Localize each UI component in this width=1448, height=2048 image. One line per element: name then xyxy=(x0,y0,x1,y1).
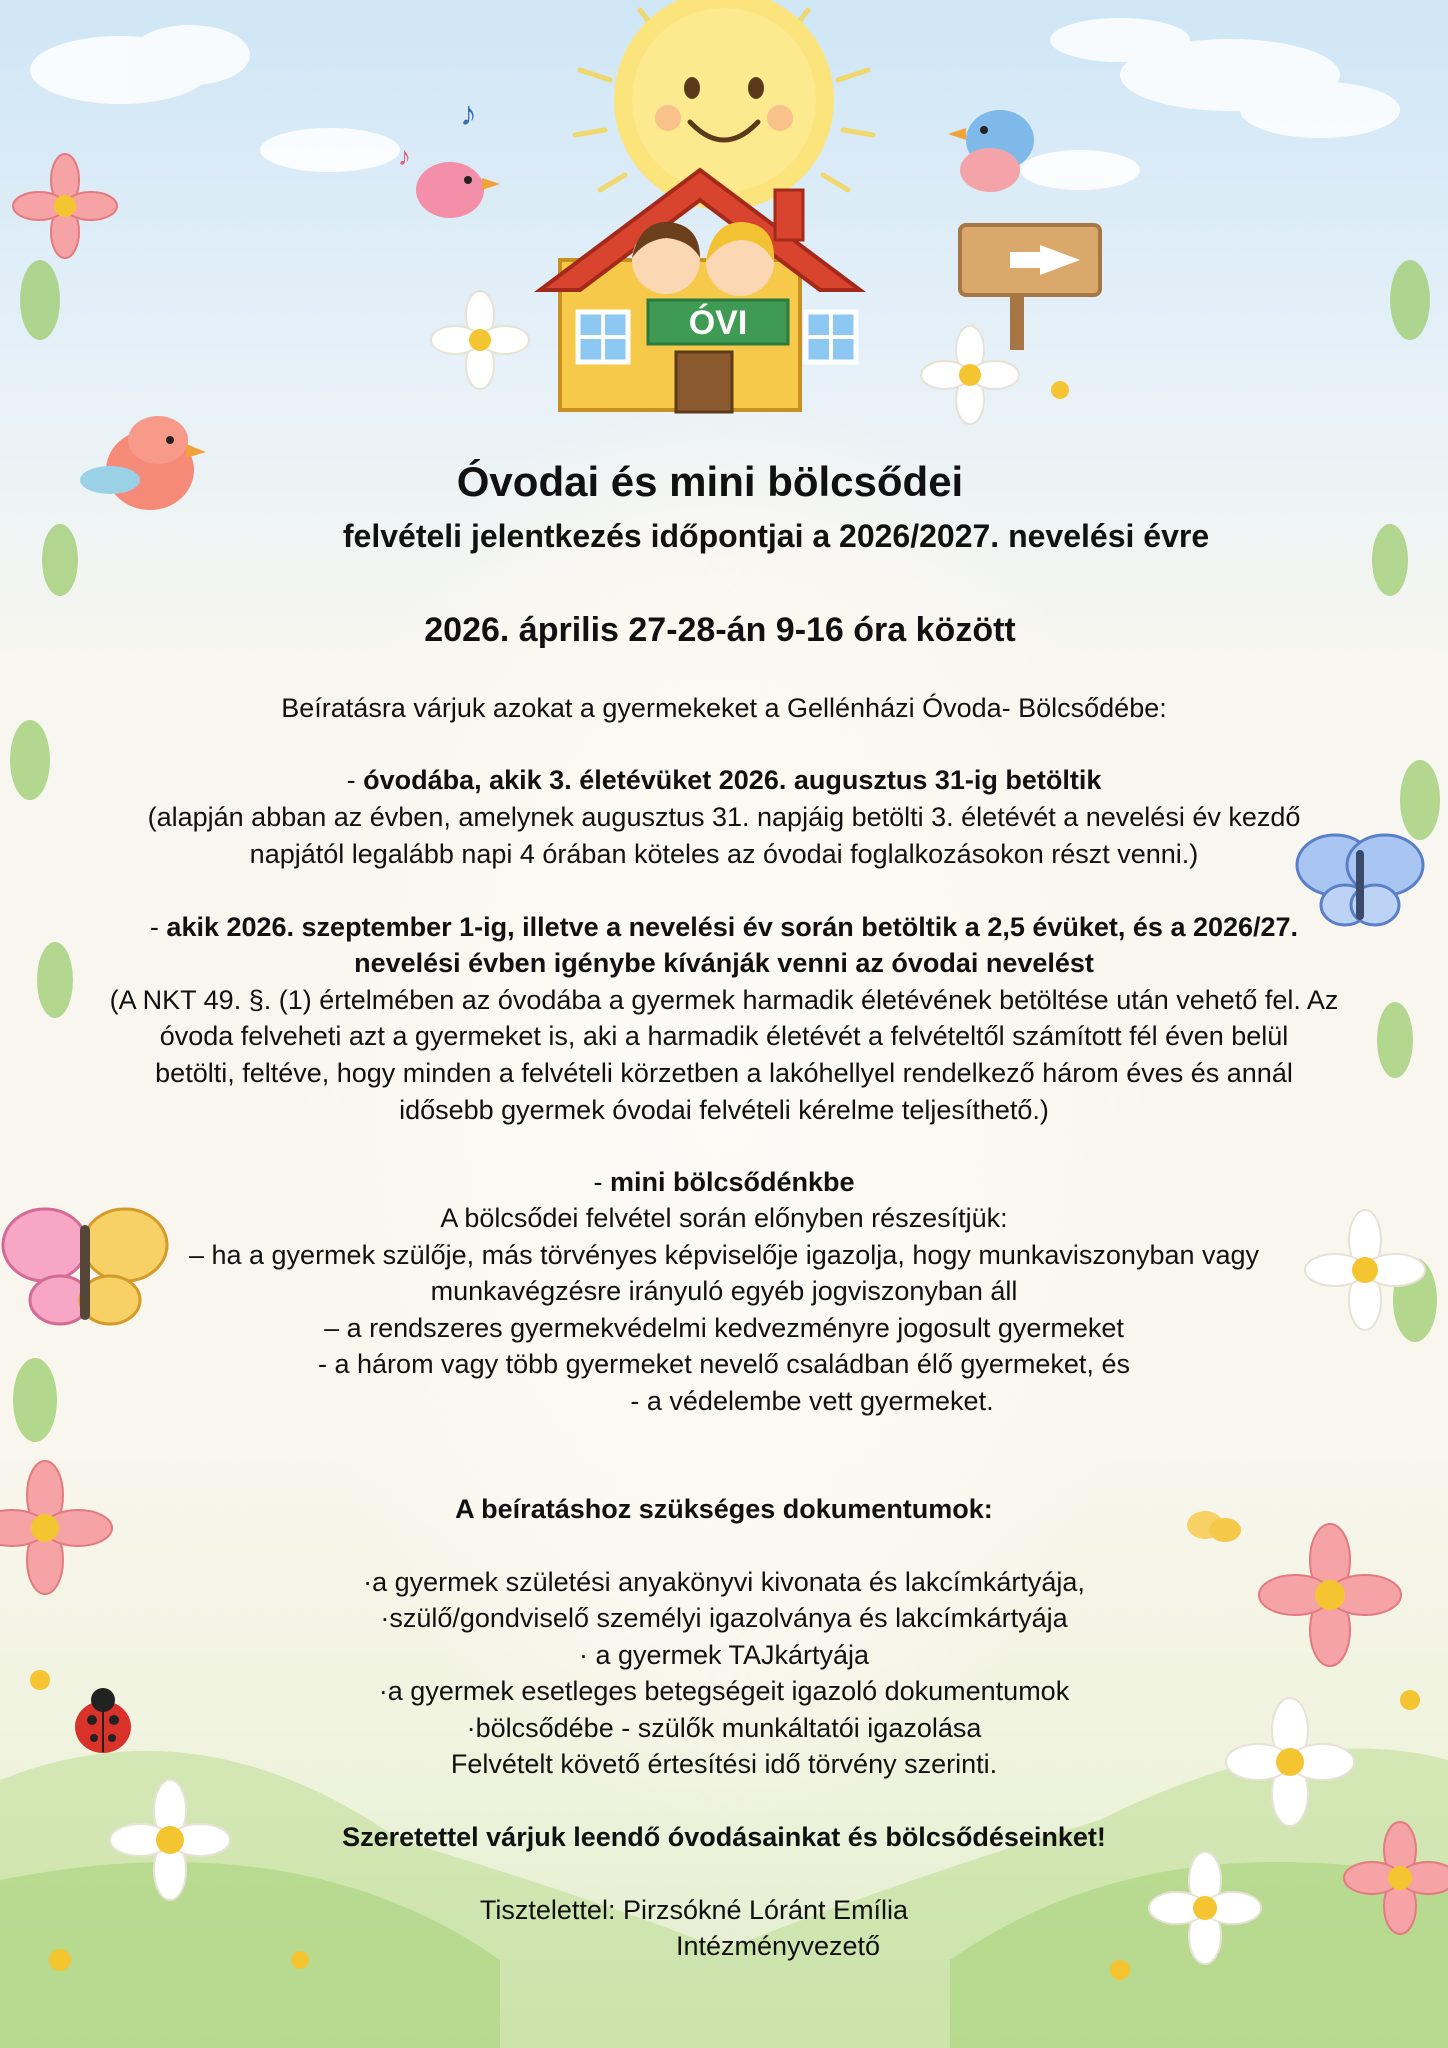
section-early-heading: nevelési évben igénybe kívánják venni az óvodai nevelést xyxy=(354,948,1094,978)
section-nursery-text: – ha a gyermek szülője, más törvényes képviselője igazolja, hogy munkaviszonyban vagy xyxy=(188,1240,1260,1270)
section-nursery-text: - a három vagy több gyermeket nevelő családban élő gyermeket, és xyxy=(318,1349,1130,1379)
document-item: ·a gyermek születési anyakönyvi kivonata és lakcímkártyája, xyxy=(363,1567,1085,1597)
closing-message: Szeretettel várjuk leendő óvodásainkat és bölcsődéseinket! xyxy=(342,1822,1106,1852)
document-item: ·a gyermek esetleges betegségeit igazoló dokumentumok xyxy=(378,1676,1070,1706)
page-subtitle: felvételi jelentkezés időpontjai a 2026/2027. nevelési évre xyxy=(342,518,1210,554)
section-nursery-text: A bölcsődei felvétel során előnyben részesítjük: xyxy=(440,1203,1008,1233)
music-note-icon: ♪ xyxy=(460,95,477,133)
signature-name: Tisztelettel: Pirzsókné Lóránt Emília xyxy=(479,1895,909,1925)
section-early-note: óvoda felveheti azt a gyermeket is, aki a harmadik életévét a felvételtől számított fél éven belül xyxy=(159,1021,1289,1051)
section-early-note: (A NKT 49. §. (1) értelmében az óvodába a gyermek harmadik életévének betöltése után vehető fel. Az xyxy=(109,985,1339,1015)
section-nursery-heading: - mini bölcsődénkbe xyxy=(593,1167,855,1197)
documents-heading: A beíratáshoz szükséges dokumentumok: xyxy=(455,1494,993,1524)
ovi-sign-label: ÓVI xyxy=(688,304,748,342)
signature-title: Intézményvezető xyxy=(675,1931,881,1961)
page-title: Óvodai és mini bölcsődei xyxy=(456,458,964,505)
section-early-heading: - akik 2026. szeptember 1-ig, illetve a nevelési év során betöltik a 2,5 évüket, és a 2026/27. xyxy=(149,912,1299,942)
document-item: ·bölcsődébe - szülők munkáltatói igazolása xyxy=(466,1713,982,1743)
document-item: ·szülő/gondviselő személyi igazolványa és lakcímkártyája xyxy=(380,1603,1068,1633)
section-kindergarten-note: napjától legalább napi 4 órában köteles az óvodai foglalkozásokon részt venni.) xyxy=(249,839,1199,869)
section-nursery-text: munkavégzésre irányuló egyéb jogviszonyban áll xyxy=(430,1276,1018,1306)
section-early-note: betölti, feltéve, hogy minden a felvételi körzetben a lakóhellyel rendelkező három éves és annál xyxy=(155,1058,1293,1088)
enrollment-date: 2026. április 27-28-án 9-16 óra között xyxy=(424,611,1016,649)
section-kindergarten-heading: - óvodába, akik 3. életévüket 2026. augusztus 31-ig betöltik xyxy=(346,765,1102,795)
section-kindergarten-note: (alapján abban az évben, amelynek augusztus 31. napjáig betölti 3. életévét a nevelési év kezdő xyxy=(147,802,1301,832)
section-early-note: idősebb gyermek óvodai felvételi kérelme teljesíthető.) xyxy=(399,1095,1049,1125)
document-note: Felvételt követő értesítési idő törvény szerinti. xyxy=(450,1749,998,1779)
intro-text: Beíratásra várjuk azokat a gyermekeket a Gellénházi Óvoda- Bölcsődébe: xyxy=(281,693,1167,723)
section-nursery-text: - a védelembe vett gyermeket. xyxy=(630,1386,994,1416)
music-note-icon: ♪ xyxy=(398,141,411,171)
document-item: · a gyermek TAJkártyája xyxy=(578,1640,870,1670)
section-nursery-text: – a rendszeres gyermekvédelmi kedvezményre jogosult gyermeket xyxy=(324,1313,1124,1343)
